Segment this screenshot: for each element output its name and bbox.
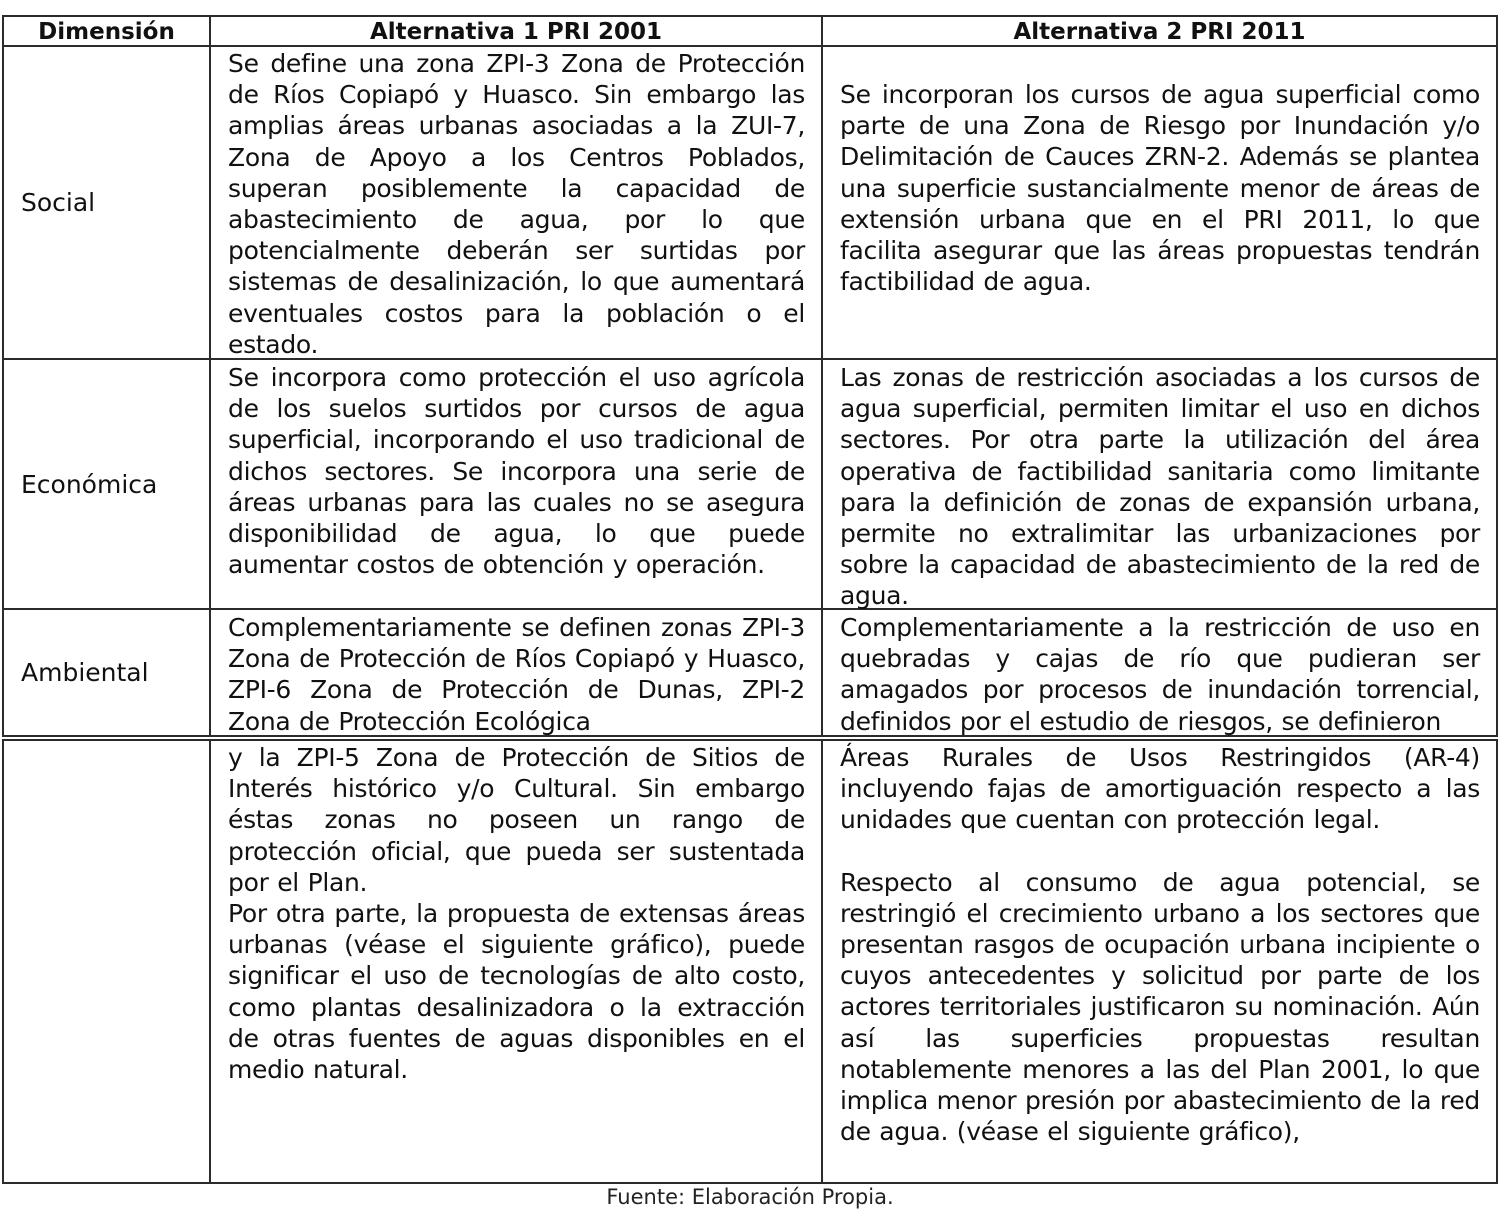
alt2-paragraph: Complementariamente a la restricción de uso en quebradas y cajas de río que pudieran ser amagados por procesos de inundación torrencial, definidos por el estudio de riesgos, se definieron [840,613,1480,736]
table-row-economica [4,360,1496,610]
alt1-paragraph: Se incorpora como protección el uso agrícola de los suelos surtidos por cursos de agua superficial, incorporando el uso tradicional de dichos sectores. Se incorpora una serie de áreas urbanas para las cuales no se asegura disponibilidad de agua, lo que puede aumentar costos de obtención y operación. [228,363,805,580]
table-header-row [4,17,1496,47]
alt2-paragraph: Se incorporan los cursos de agua superficial como parte de una Zona de Riesgo por Inundación y/o Delimitación de Cauces ZRN-2. Además se plantea una superficie sustancialmente menor de áreas de extensión urbana que en el PRI 2011, lo que facilita asegurar que las áreas propuestas tendrán factibilidad de agua. [840,80,1480,297]
alt2-text [823,47,1496,358]
alt2-text [823,741,1496,1182]
alt2-text [823,610,1496,735]
alt1-text [211,47,823,358]
dimension-label [4,741,211,1182]
alt2-text [823,360,1496,611]
comparison-table-part-1 [2,15,1498,737]
alt1-text [211,741,823,1182]
alt1-paragraph: y la ZPI-5 Zona de Protección de Sitios de Interés histórico y/o Cultural. Sin embargo éstas zonas no poseen un rango de protección oficial, que pueda ser sustentada por el Plan. [228,743,805,897]
table-row-ambiental [4,610,1496,735]
alt2-paragraph: Las zonas de restricción asociadas a los cursos de agua superficial, permiten limitar el uso en dichos sectores. Por otra parte la utilización del área operativa de factibilidad sanitaria como limitante para la definición de zonas de expansión urbana, permite no extralimitar las urbanizaciones por sobre la capacidad de abastecimiento de la red de agua. [840,363,1480,611]
dimension-label: Económica [4,360,211,608]
table-row-ambiental-continued [4,741,1496,1182]
table-source-caption: Fuente: Elaboración Propia. [606,1185,894,1209]
header-dimension: Dimensión [4,17,211,45]
alt1-paragraph: Complementariamente se definen zonas ZPI-3 Zona de Protección de Ríos Copiapó y Huasco, ZPI-6 Zona de Protección de Dunas, ZPI-2 Zona de Protección Ecológica [228,613,805,736]
dimension-label: Social [4,47,211,358]
alt1-text [211,610,823,735]
alt1-text [211,360,823,608]
alt1-paragraph: Por otra parte, la propuesta de extensas áreas urbanas (véase el siguiente gráfico), puede significar el uso de tecnologías de alto costo, como plantas desalinizadora o la extracción de otras fuentes de aguas disponibles en el medio natural. [228,899,805,1085]
table-row-social [4,47,1496,360]
alt2-paragraph: Respecto al consumo de agua potencial, se restringió el crecimiento urbano a los sectores que presentan rasgos de ocupación urbana incipiente o cuyos antecedentes y solicitud por parte de los actores territoriales justificaron su nominación. Aún así las superficies propuestas resultan notablemente menores a las del Plan 2001, lo que implica menor presión por abastecimiento de la red de agua. (véase el siguiente gráfico), [840,867,1480,1147]
dimension-label: Ambiental [4,610,211,735]
comparison-table-part-2 [2,739,1498,1184]
header-alternativa-2: Alternativa 2 PRI 2011 [1013,19,1306,45]
paragraph-gap [840,836,1480,867]
header-alternativa-1: Alternativa 1 PRI 2001 [211,17,823,45]
alt2-paragraph: Áreas Rurales de Usos Restringidos (AR-4) incluyendo fajas de amortiguación respecto a las unidades que cuentan con protección legal. [840,743,1480,835]
alt1-paragraph: Se define una zona ZPI-3 Zona de Protección de Ríos Copiapó y Huasco. Sin embargo las amplias áreas urbanas asociadas a la ZUI-7, Zona de Apoyo a los Centros Poblados, superan posiblemente la capacidad de abastecimiento de agua, por lo que potencialmente deberán ser surtidas por sistemas de desalinización, lo que aumentará eventuales costos para la población o el estado. [228,49,805,359]
